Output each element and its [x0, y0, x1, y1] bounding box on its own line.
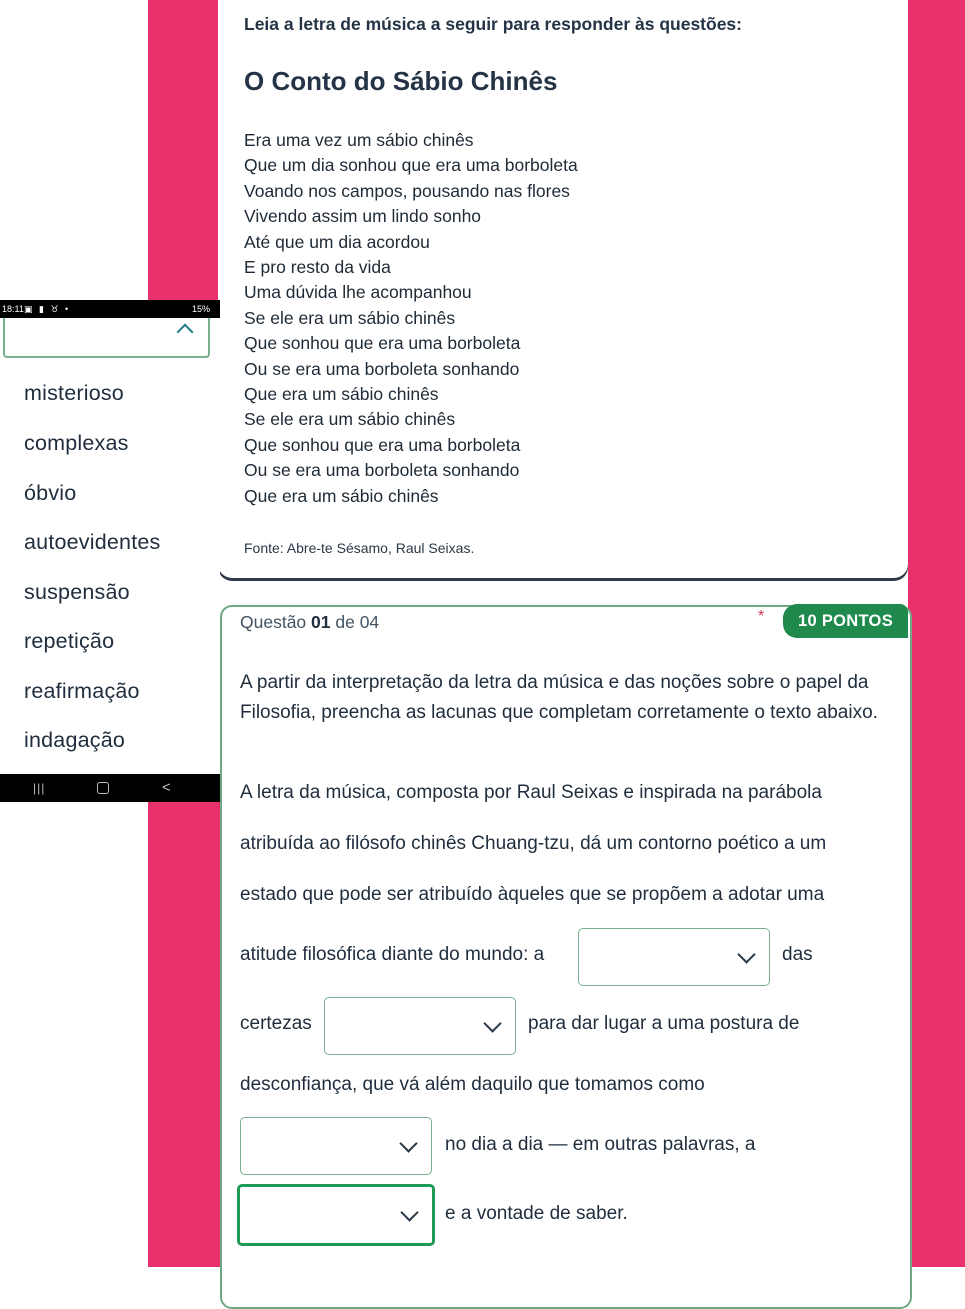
battery-level: 15%	[191, 304, 210, 314]
lyric-line: Que sonhou que era uma borboleta	[244, 434, 521, 455]
text-line-4b: das	[782, 944, 813, 965]
chevron-up-icon[interactable]	[177, 324, 194, 341]
chevron-down-icon	[737, 945, 755, 963]
text-line-3: estado que pode ser atribuído àqueles que se propõem a adotar uma	[240, 884, 825, 905]
song-title: O Conto do Sábio Chinês	[244, 66, 558, 96]
question-label-suffix: de 04	[335, 612, 380, 632]
chevron-down-icon	[483, 1014, 501, 1032]
lyric-line: Se ele era um sábio chinês	[244, 307, 456, 328]
lyric-line: Voando nos campos, pousando nas flores	[244, 180, 570, 201]
lyric-line: Que um dia sonhou que era uma borboleta	[244, 155, 578, 176]
dropdown-option[interactable]: autoevidentes	[24, 530, 161, 554]
text-line-5b: para dar lugar a uma postura de	[528, 1013, 800, 1034]
lyric-line: Até que um dia acordou	[244, 231, 430, 252]
text-line-6: desconfiança, que vá além daquilo que tomamos como	[240, 1074, 705, 1095]
lyric-line: Uma dúvida lhe acompanhou	[244, 282, 472, 303]
lyric-line: Vivendo assim um lindo sonho	[244, 206, 482, 227]
open-dropdown-field[interactable]	[3, 318, 210, 358]
question-number: 01	[311, 612, 331, 632]
text-line-7: no dia a dia — em outras palavras, a	[445, 1134, 756, 1155]
blank-dropdown-1[interactable]	[578, 928, 770, 986]
lyric-line: Que era um sábio chinês	[244, 384, 439, 405]
lyric-line: Se ele era um sábio chinês	[244, 409, 456, 430]
lyrics-block	[244, 128, 578, 509]
lyric-line: Era uma vez um sábio chinês	[244, 130, 474, 150]
blank-dropdown-2[interactable]	[324, 997, 516, 1055]
lyric-line: Ou se era uma borboleta sonhando	[244, 358, 520, 379]
question-prompt: A partir da interpretação da letra da música e das noções sobre o papel da Filosofia, preencha as lacunas que completam corretamente o texto abaixo.	[240, 672, 878, 723]
instruction-heading: Leia a letra de música a seguir para responder às questões:	[244, 14, 742, 34]
notification-icons: ▣ ▮ ♉ •	[24, 304, 71, 314]
blank-dropdown-4[interactable]	[237, 1184, 435, 1246]
dropdown-option[interactable]: complexas	[24, 431, 129, 455]
chevron-down-icon	[399, 1134, 417, 1152]
blank-dropdown-3[interactable]	[240, 1117, 432, 1175]
dropdown-option[interactable]: repetição	[24, 629, 115, 653]
text-line-1: A letra da música, composta por Raul Seixas e inspirada na parábola	[240, 782, 822, 803]
status-time: 18:11	[2, 304, 24, 314]
dropdown-option[interactable]: reafirmação	[24, 679, 140, 703]
text-line-5: certezas	[240, 1013, 312, 1034]
text-line-8: e a vontade de saber.	[445, 1203, 628, 1224]
lyric-line: E pro resto da vida	[244, 257, 391, 278]
dropdown-option[interactable]: suspensão	[24, 580, 130, 604]
dropdown-option[interactable]: misterioso	[24, 381, 124, 405]
chevron-down-icon	[400, 1203, 418, 1221]
question-counter	[240, 612, 379, 633]
pink-side-panel-right	[908, 0, 965, 1267]
text-line-4: atitude filosófica diante do mundo: a	[240, 944, 545, 965]
status-bar	[0, 300, 220, 318]
required-asterisk: *	[758, 608, 765, 625]
points-badge: 10 PONTOS	[783, 604, 908, 638]
recent-apps-icon[interactable]: |||	[33, 781, 46, 795]
lyric-line: Ou se era uma borboleta sonhando	[244, 460, 520, 481]
dropdown-option[interactable]: indagação	[24, 728, 126, 752]
lyric-line: Que sonhou que era uma borboleta	[244, 333, 521, 354]
source-credit: Fonte: Abre-te Sésamo, Raul Seixas.	[244, 540, 475, 556]
home-icon[interactable]	[97, 782, 109, 794]
android-nav-bar	[0, 774, 220, 802]
lyric-line: Que era um sábio chinês	[244, 485, 439, 506]
question-label-prefix: Questão	[240, 612, 307, 632]
dropdown-option[interactable]: óbvio	[24, 481, 77, 505]
text-line-2: atribuída ao filósofo chinês Chuang-tzu, dá um contorno poético a um	[240, 833, 827, 854]
back-icon[interactable]: <	[162, 779, 171, 796]
